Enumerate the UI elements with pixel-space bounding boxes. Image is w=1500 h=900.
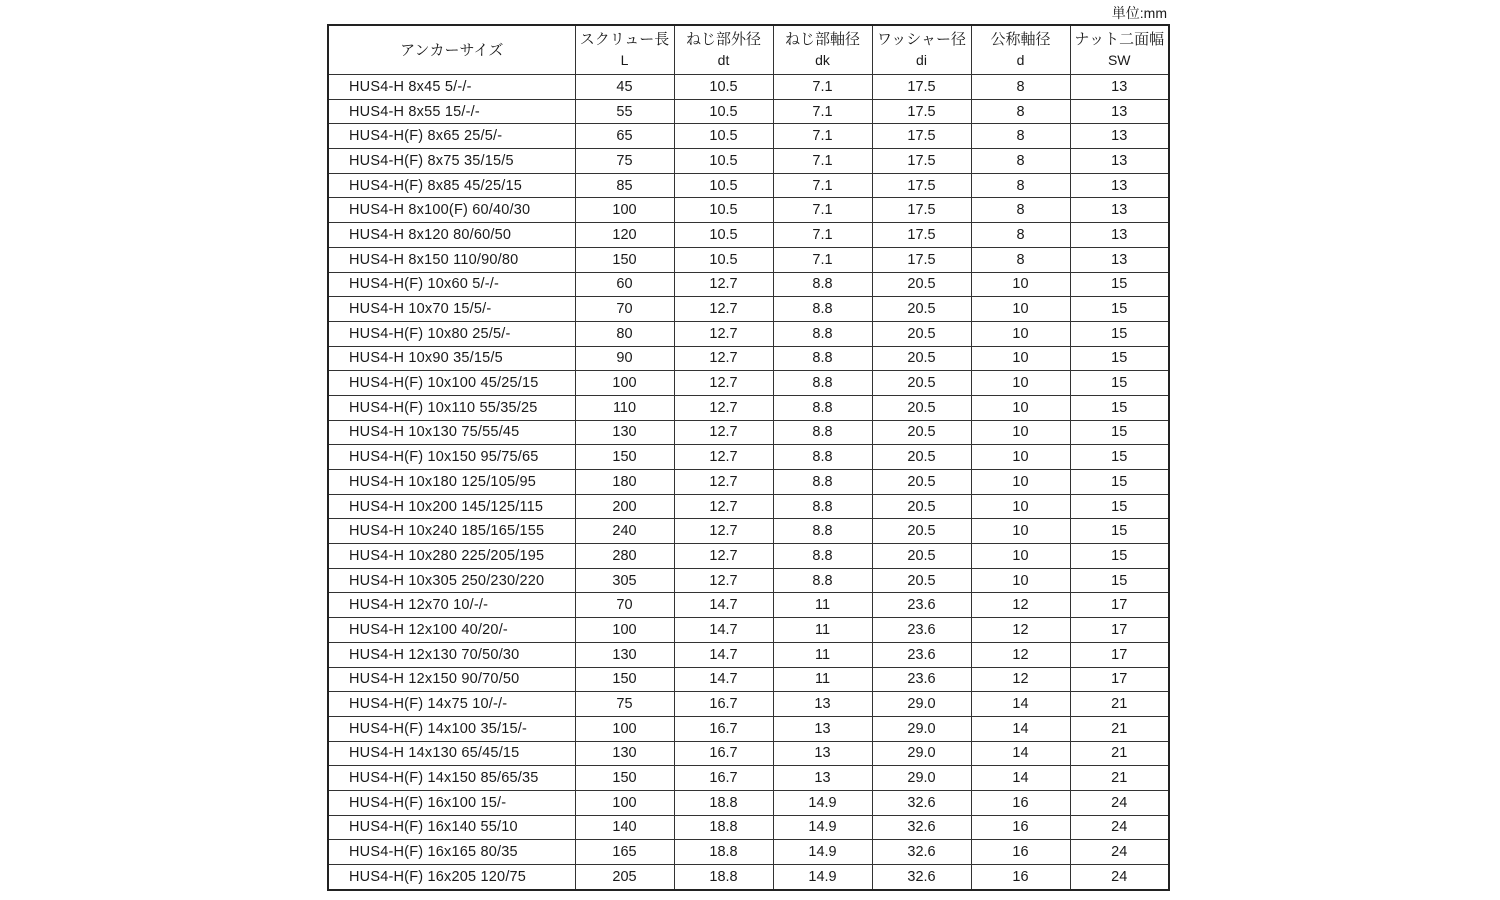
cell-washer-dia: 20.5 <box>872 445 971 470</box>
cell-nut-width: 13 <box>1070 247 1169 272</box>
cell-thread-outer-dia: 16.7 <box>674 766 773 791</box>
cell-thread-core-dia: 11 <box>773 667 872 692</box>
cell-nut-width: 15 <box>1070 395 1169 420</box>
cell-screw-length: 100 <box>575 371 674 396</box>
cell-washer-dia: 32.6 <box>872 815 971 840</box>
cell-washer-dia: 17.5 <box>872 99 971 124</box>
cell-washer-dia: 17.5 <box>872 173 971 198</box>
cell-screw-length: 55 <box>575 99 674 124</box>
cell-screw-length: 305 <box>575 568 674 593</box>
cell-nominal-dia: 12 <box>971 667 1070 692</box>
table-row <box>328 618 1169 643</box>
cell-nominal-dia: 10 <box>971 544 1070 569</box>
table-row <box>328 865 1169 890</box>
table-row <box>328 99 1169 124</box>
table-row <box>328 568 1169 593</box>
cell-washer-dia: 17.5 <box>872 124 971 149</box>
header-label: スクリュー長 <box>579 31 670 48</box>
cell-nut-width: 17 <box>1070 593 1169 618</box>
header-symbol: L <box>620 52 629 68</box>
cell-thread-outer-dia: 16.7 <box>674 692 773 717</box>
cell-thread-outer-dia: 14.7 <box>674 618 773 643</box>
cell-washer-dia: 20.5 <box>872 395 971 420</box>
table-row <box>328 593 1169 618</box>
cell-anchor-size: HUS4-H(F) 14x100 35/15/- <box>328 716 575 741</box>
cell-screw-length: 100 <box>575 618 674 643</box>
cell-thread-outer-dia: 12.7 <box>674 371 773 396</box>
cell-nut-width: 24 <box>1070 865 1169 890</box>
cell-anchor-size: HUS4-H(F) 8x85 45/25/15 <box>328 173 575 198</box>
cell-screw-length: 90 <box>575 346 674 371</box>
cell-nominal-dia: 8 <box>971 124 1070 149</box>
cell-thread-core-dia: 14.9 <box>773 865 872 890</box>
cell-nut-width: 15 <box>1070 494 1169 519</box>
cell-nut-width: 15 <box>1070 445 1169 470</box>
cell-thread-outer-dia: 12.7 <box>674 445 773 470</box>
cell-thread-core-dia: 14.9 <box>773 790 872 815</box>
table-row <box>328 247 1169 272</box>
cell-screw-length: 60 <box>575 272 674 297</box>
cell-nominal-dia: 10 <box>971 371 1070 396</box>
cell-thread-outer-dia: 10.5 <box>674 223 773 248</box>
cell-thread-outer-dia: 10.5 <box>674 198 773 223</box>
cell-washer-dia: 32.6 <box>872 840 971 865</box>
cell-anchor-size: HUS4-H(F) 16x205 120/75 <box>328 865 575 890</box>
table-row <box>328 371 1169 396</box>
cell-nut-width: 13 <box>1070 75 1169 100</box>
cell-nut-width: 15 <box>1070 470 1169 495</box>
cell-nut-width: 13 <box>1070 124 1169 149</box>
cell-thread-core-dia: 7.1 <box>773 99 872 124</box>
cell-anchor-size: HUS4-H 12x130 70/50/30 <box>328 642 575 667</box>
cell-screw-length: 75 <box>575 149 674 174</box>
cell-nut-width: 17 <box>1070 642 1169 667</box>
cell-nut-width: 15 <box>1070 297 1169 322</box>
table-row <box>328 198 1169 223</box>
cell-nominal-dia: 16 <box>971 865 1070 890</box>
cell-nominal-dia: 14 <box>971 716 1070 741</box>
cell-thread-outer-dia: 12.7 <box>674 568 773 593</box>
header-symbol: SW <box>1107 52 1131 68</box>
cell-thread-outer-dia: 10.5 <box>674 124 773 149</box>
cell-thread-outer-dia: 12.7 <box>674 470 773 495</box>
cell-thread-core-dia: 7.1 <box>773 149 872 174</box>
cell-washer-dia: 17.5 <box>872 198 971 223</box>
cell-nut-width: 13 <box>1070 173 1169 198</box>
table-row <box>328 815 1169 840</box>
cell-thread-outer-dia: 12.7 <box>674 544 773 569</box>
cell-nominal-dia: 12 <box>971 642 1070 667</box>
cell-screw-length: 165 <box>575 840 674 865</box>
cell-washer-dia: 29.0 <box>872 716 971 741</box>
cell-thread-core-dia: 7.1 <box>773 173 872 198</box>
cell-screw-length: 100 <box>575 198 674 223</box>
cell-anchor-size: HUS4-H(F) 10x100 45/25/15 <box>328 371 575 396</box>
cell-nominal-dia: 8 <box>971 75 1070 100</box>
cell-thread-core-dia: 8.8 <box>773 420 872 445</box>
cell-nominal-dia: 16 <box>971 815 1070 840</box>
header-row <box>328 25 1169 75</box>
cell-thread-core-dia: 13 <box>773 692 872 717</box>
table-row <box>328 840 1169 865</box>
cell-anchor-size: HUS4-H 10x280 225/205/195 <box>328 544 575 569</box>
cell-anchor-size: HUS4-H(F) 10x150 95/75/65 <box>328 445 575 470</box>
cell-washer-dia: 29.0 <box>872 692 971 717</box>
header-label: アンカーサイズ <box>400 41 504 59</box>
cell-anchor-size: HUS4-H(F) 16x100 15/- <box>328 790 575 815</box>
spec-table <box>327 24 1170 891</box>
cell-washer-dia: 17.5 <box>872 223 971 248</box>
header-label: ねじ部軸径 <box>784 31 860 48</box>
cell-anchor-size: HUS4-H 12x70 10/-/- <box>328 593 575 618</box>
cell-nominal-dia: 16 <box>971 840 1070 865</box>
cell-anchor-size: HUS4-H(F) 16x165 80/35 <box>328 840 575 865</box>
cell-anchor-size: HUS4-H(F) 16x140 55/10 <box>328 815 575 840</box>
cell-anchor-size: HUS4-H 12x150 90/70/50 <box>328 667 575 692</box>
cell-washer-dia: 20.5 <box>872 470 971 495</box>
cell-thread-outer-dia: 18.8 <box>674 840 773 865</box>
cell-thread-core-dia: 7.1 <box>773 247 872 272</box>
cell-anchor-size: HUS4-H(F) 10x80 25/5/- <box>328 321 575 346</box>
table-row <box>328 766 1169 791</box>
cell-washer-dia: 20.5 <box>872 494 971 519</box>
cell-screw-length: 110 <box>575 395 674 420</box>
cell-nominal-dia: 10 <box>971 346 1070 371</box>
header-screw-length <box>575 25 674 75</box>
cell-washer-dia: 23.6 <box>872 593 971 618</box>
cell-screw-length: 85 <box>575 173 674 198</box>
cell-nut-width: 15 <box>1070 346 1169 371</box>
cell-thread-outer-dia: 16.7 <box>674 716 773 741</box>
cell-washer-dia: 29.0 <box>872 741 971 766</box>
cell-thread-outer-dia: 12.7 <box>674 519 773 544</box>
cell-nominal-dia: 8 <box>971 149 1070 174</box>
table-row <box>328 297 1169 322</box>
cell-nut-width: 24 <box>1070 815 1169 840</box>
cell-washer-dia: 32.6 <box>872 865 971 890</box>
table-row <box>328 494 1169 519</box>
cell-nominal-dia: 10 <box>971 272 1070 297</box>
cell-screw-length: 70 <box>575 297 674 322</box>
cell-nut-width: 24 <box>1070 790 1169 815</box>
table-row <box>328 716 1169 741</box>
table-row <box>328 149 1169 174</box>
cell-nominal-dia: 10 <box>971 321 1070 346</box>
cell-thread-outer-dia: 12.7 <box>674 321 773 346</box>
cell-thread-outer-dia: 12.7 <box>674 346 773 371</box>
cell-thread-outer-dia: 16.7 <box>674 741 773 766</box>
cell-nominal-dia: 12 <box>971 618 1070 643</box>
cell-thread-outer-dia: 18.8 <box>674 815 773 840</box>
cell-screw-length: 150 <box>575 445 674 470</box>
cell-anchor-size: HUS4-H 8x45 5/-/- <box>328 75 575 100</box>
cell-nominal-dia: 8 <box>971 247 1070 272</box>
cell-anchor-size: HUS4-H(F) 14x150 85/65/35 <box>328 766 575 791</box>
cell-anchor-size: HUS4-H(F) 10x110 55/35/25 <box>328 395 575 420</box>
cell-nominal-dia: 14 <box>971 692 1070 717</box>
table-row <box>328 445 1169 470</box>
cell-nut-width: 17 <box>1070 618 1169 643</box>
cell-nominal-dia: 14 <box>971 741 1070 766</box>
cell-anchor-size: HUS4-H 10x70 15/5/- <box>328 297 575 322</box>
cell-washer-dia: 17.5 <box>872 75 971 100</box>
cell-thread-outer-dia: 10.5 <box>674 75 773 100</box>
cell-anchor-size: HUS4-H 14x130 65/45/15 <box>328 741 575 766</box>
cell-nut-width: 13 <box>1070 223 1169 248</box>
cell-anchor-size: HUS4-H(F) 14x75 10/-/- <box>328 692 575 717</box>
cell-thread-core-dia: 8.8 <box>773 470 872 495</box>
table-body <box>328 75 1169 890</box>
cell-thread-core-dia: 8.8 <box>773 346 872 371</box>
cell-thread-outer-dia: 12.7 <box>674 420 773 445</box>
cell-anchor-size: HUS4-H 8x120 80/60/50 <box>328 223 575 248</box>
cell-thread-core-dia: 13 <box>773 741 872 766</box>
table-row <box>328 544 1169 569</box>
unit-label: 単位:mm <box>1111 5 1167 21</box>
cell-nominal-dia: 10 <box>971 420 1070 445</box>
cell-thread-outer-dia: 14.7 <box>674 667 773 692</box>
header-washer-dia <box>872 25 971 75</box>
cell-thread-core-dia: 11 <box>773 642 872 667</box>
cell-screw-length: 70 <box>575 593 674 618</box>
cell-nominal-dia: 10 <box>971 445 1070 470</box>
header-label: 公称軸径 <box>990 31 1051 48</box>
table-row <box>328 272 1169 297</box>
table-row <box>328 667 1169 692</box>
cell-nut-width: 13 <box>1070 149 1169 174</box>
cell-washer-dia: 32.6 <box>872 790 971 815</box>
cell-thread-core-dia: 13 <box>773 716 872 741</box>
cell-thread-outer-dia: 14.7 <box>674 642 773 667</box>
table-row <box>328 124 1169 149</box>
cell-screw-length: 140 <box>575 815 674 840</box>
cell-nut-width: 21 <box>1070 741 1169 766</box>
cell-nut-width: 15 <box>1070 544 1169 569</box>
cell-washer-dia: 17.5 <box>872 247 971 272</box>
cell-screw-length: 130 <box>575 420 674 445</box>
cell-anchor-size: HUS4-H 10x90 35/15/5 <box>328 346 575 371</box>
cell-screw-length: 130 <box>575 642 674 667</box>
cell-thread-core-dia: 8.8 <box>773 321 872 346</box>
cell-thread-outer-dia: 10.5 <box>674 247 773 272</box>
cell-nut-width: 15 <box>1070 272 1169 297</box>
cell-thread-core-dia: 8.8 <box>773 445 872 470</box>
table-row <box>328 173 1169 198</box>
cell-screw-length: 75 <box>575 692 674 717</box>
cell-washer-dia: 20.5 <box>872 371 971 396</box>
cell-thread-core-dia: 8.8 <box>773 544 872 569</box>
table-row <box>328 692 1169 717</box>
cell-nominal-dia: 10 <box>971 568 1070 593</box>
cell-nominal-dia: 10 <box>971 395 1070 420</box>
cell-nut-width: 13 <box>1070 198 1169 223</box>
header-thread-core-dia <box>773 25 872 75</box>
cell-thread-core-dia: 7.1 <box>773 75 872 100</box>
cell-screw-length: 100 <box>575 790 674 815</box>
cell-thread-core-dia: 8.8 <box>773 519 872 544</box>
cell-washer-dia: 17.5 <box>872 149 971 174</box>
table-row <box>328 790 1169 815</box>
cell-washer-dia: 20.5 <box>872 568 971 593</box>
cell-nominal-dia: 8 <box>971 198 1070 223</box>
cell-nominal-dia: 10 <box>971 297 1070 322</box>
cell-screw-length: 200 <box>575 494 674 519</box>
cell-anchor-size: HUS4-H 10x130 75/55/45 <box>328 420 575 445</box>
table-row <box>328 642 1169 667</box>
cell-thread-core-dia: 8.8 <box>773 297 872 322</box>
cell-washer-dia: 23.6 <box>872 667 971 692</box>
cell-thread-core-dia: 11 <box>773 618 872 643</box>
table-row <box>328 395 1169 420</box>
cell-anchor-size: HUS4-H 8x55 15/-/- <box>328 99 575 124</box>
table-row <box>328 75 1169 100</box>
cell-washer-dia: 29.0 <box>872 766 971 791</box>
cell-thread-outer-dia: 10.5 <box>674 99 773 124</box>
cell-washer-dia: 20.5 <box>872 321 971 346</box>
cell-washer-dia: 23.6 <box>872 618 971 643</box>
cell-anchor-size: HUS4-H 8x150 110/90/80 <box>328 247 575 272</box>
cell-thread-core-dia: 14.9 <box>773 840 872 865</box>
cell-thread-core-dia: 7.1 <box>773 124 872 149</box>
cell-screw-length: 240 <box>575 519 674 544</box>
header-nominal-dia <box>971 25 1070 75</box>
cell-screw-length: 45 <box>575 75 674 100</box>
cell-thread-core-dia: 8.8 <box>773 568 872 593</box>
header-symbol: d <box>1016 52 1025 68</box>
cell-thread-core-dia: 8.8 <box>773 494 872 519</box>
cell-screw-length: 280 <box>575 544 674 569</box>
table-row <box>328 519 1169 544</box>
cell-thread-core-dia: 8.8 <box>773 395 872 420</box>
cell-screw-length: 130 <box>575 741 674 766</box>
cell-screw-length: 150 <box>575 247 674 272</box>
cell-anchor-size: HUS4-H 10x200 145/125/115 <box>328 494 575 519</box>
cell-thread-outer-dia: 12.7 <box>674 395 773 420</box>
cell-nominal-dia: 10 <box>971 519 1070 544</box>
cell-washer-dia: 23.6 <box>872 642 971 667</box>
cell-screw-length: 180 <box>575 470 674 495</box>
cell-thread-outer-dia: 10.5 <box>674 149 773 174</box>
header-thread-outer-dia <box>674 25 773 75</box>
cell-thread-outer-dia: 18.8 <box>674 865 773 890</box>
cell-washer-dia: 20.5 <box>872 297 971 322</box>
cell-nut-width: 24 <box>1070 840 1169 865</box>
cell-thread-outer-dia: 18.8 <box>674 790 773 815</box>
cell-screw-length: 100 <box>575 716 674 741</box>
cell-thread-outer-dia: 12.7 <box>674 494 773 519</box>
cell-washer-dia: 20.5 <box>872 272 971 297</box>
header-symbol: dt <box>717 52 730 68</box>
cell-screw-length: 120 <box>575 223 674 248</box>
cell-nominal-dia: 14 <box>971 766 1070 791</box>
cell-nominal-dia: 8 <box>971 173 1070 198</box>
cell-anchor-size: HUS4-H(F) 8x75 35/15/5 <box>328 149 575 174</box>
header-label: ワッシャー径 <box>877 31 966 48</box>
cell-washer-dia: 20.5 <box>872 346 971 371</box>
header-label: ナット二面幅 <box>1074 31 1165 48</box>
cell-thread-core-dia: 11 <box>773 593 872 618</box>
header-nut-width <box>1070 25 1169 75</box>
cell-screw-length: 80 <box>575 321 674 346</box>
cell-screw-length: 150 <box>575 667 674 692</box>
cell-thread-core-dia: 8.8 <box>773 371 872 396</box>
cell-nut-width: 21 <box>1070 716 1169 741</box>
cell-thread-core-dia: 8.8 <box>773 272 872 297</box>
cell-nut-width: 15 <box>1070 371 1169 396</box>
cell-nominal-dia: 8 <box>971 223 1070 248</box>
header-symbol: dk <box>815 52 830 68</box>
cell-thread-outer-dia: 14.7 <box>674 593 773 618</box>
cell-thread-outer-dia: 12.7 <box>674 272 773 297</box>
cell-nominal-dia: 10 <box>971 494 1070 519</box>
cell-thread-outer-dia: 10.5 <box>674 173 773 198</box>
table-row <box>328 346 1169 371</box>
cell-nominal-dia: 12 <box>971 593 1070 618</box>
cell-screw-length: 150 <box>575 766 674 791</box>
cell-nut-width: 15 <box>1070 568 1169 593</box>
header-anchor-size <box>328 25 575 75</box>
cell-nominal-dia: 8 <box>971 99 1070 124</box>
cell-anchor-size: HUS4-H 12x100 40/20/- <box>328 618 575 643</box>
cell-nut-width: 15 <box>1070 519 1169 544</box>
cell-nut-width: 13 <box>1070 99 1169 124</box>
table-row <box>328 223 1169 248</box>
cell-nut-width: 21 <box>1070 692 1169 717</box>
cell-thread-outer-dia: 12.7 <box>674 297 773 322</box>
header-symbol: di <box>916 52 927 68</box>
cell-nut-width: 17 <box>1070 667 1169 692</box>
cell-anchor-size: HUS4-H 10x180 125/105/95 <box>328 470 575 495</box>
cell-nominal-dia: 10 <box>971 470 1070 495</box>
table-row <box>328 470 1169 495</box>
cell-washer-dia: 20.5 <box>872 544 971 569</box>
cell-thread-core-dia: 7.1 <box>773 223 872 248</box>
cell-washer-dia: 20.5 <box>872 420 971 445</box>
table-row <box>328 321 1169 346</box>
cell-anchor-size: HUS4-H 10x305 250/230/220 <box>328 568 575 593</box>
cell-screw-length: 65 <box>575 124 674 149</box>
cell-anchor-size: HUS4-H(F) 10x60 5/-/- <box>328 272 575 297</box>
cell-nut-width: 21 <box>1070 766 1169 791</box>
header-label: ねじ部外径 <box>685 31 761 48</box>
table-row <box>328 420 1169 445</box>
table-row <box>328 741 1169 766</box>
cell-thread-core-dia: 7.1 <box>773 198 872 223</box>
cell-nominal-dia: 16 <box>971 790 1070 815</box>
cell-thread-core-dia: 13 <box>773 766 872 791</box>
cell-screw-length: 205 <box>575 865 674 890</box>
cell-thread-core-dia: 14.9 <box>773 815 872 840</box>
cell-anchor-size: HUS4-H 8x100(F) 60/40/30 <box>328 198 575 223</box>
cell-anchor-size: HUS4-H(F) 8x65 25/5/- <box>328 124 575 149</box>
cell-anchor-size: HUS4-H 10x240 185/165/155 <box>328 519 575 544</box>
cell-nut-width: 15 <box>1070 420 1169 445</box>
cell-nut-width: 15 <box>1070 321 1169 346</box>
cell-washer-dia: 20.5 <box>872 519 971 544</box>
